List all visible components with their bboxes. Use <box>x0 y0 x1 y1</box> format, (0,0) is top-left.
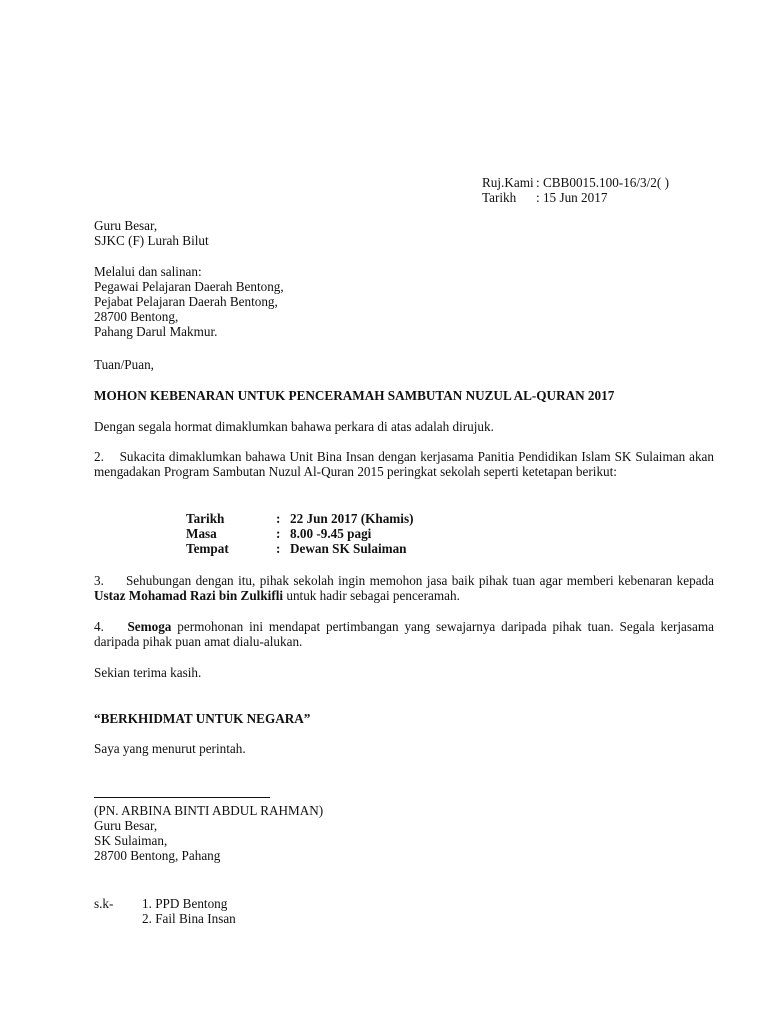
event-time-label: Masa <box>186 526 217 541</box>
separator: : <box>276 526 281 541</box>
closing-line: Sekian terima kasih. <box>94 665 202 680</box>
cc-prefix: s.k- <box>94 896 114 911</box>
letter-subject: MOHON KEBENARAN UNTUK PENCERAMAH SAMBUTAN NUZUL AL-QURAN 2017 <box>94 388 615 403</box>
separator: : <box>276 511 281 526</box>
signatory-name: (PN. ARBINA BINTI ABDUL RAHMAN) <box>94 803 324 818</box>
event-venue-label: Tempat <box>186 541 229 556</box>
paragraph-4-bold: Semoga <box>127 619 172 634</box>
cc-item: 2. Fail Bina Insan <box>142 911 236 926</box>
event-venue-value: Dewan SK Sulaiman <box>290 541 407 556</box>
motto: “BERKHIDMAT UNTUK NEGARA” <box>94 711 311 726</box>
recipient-address <box>94 218 714 248</box>
recipient-school: SJKC (F) Lurah Bilut <box>94 233 209 248</box>
paragraph-1: Dengan segala hormat dimaklumkan bahawa perkara di atas adalah dirujuk. <box>94 419 494 434</box>
signature-line <box>94 797 270 798</box>
letter-date-value: : 15 Jun 2017 <box>536 190 608 205</box>
separator: : <box>276 541 281 556</box>
via-line: Pahang Darul Makmur. <box>94 324 218 339</box>
paragraph-4-text: permohonan ini mendapat pertimbangan yang sewajarnya daripada pihak tuan. Segala kerjasama daripada pihak puan amat dialu-alukan. <box>94 619 714 649</box>
event-date-label: Tarikh <box>186 511 225 526</box>
via-line: Pejabat Pelajaran Daerah Bentong, <box>94 294 278 309</box>
event-details <box>186 511 413 556</box>
obedient-line: Saya yang menurut perintah. <box>94 741 246 756</box>
ref-number-value: : CBB0015.100-16/3/2( ) <box>536 175 669 190</box>
salutation: Tuan/Puan, <box>94 357 154 372</box>
cc-spacer <box>94 911 142 926</box>
via-line: Pegawai Pelajaran Daerah Bentong, <box>94 279 284 294</box>
cc-list <box>94 896 236 926</box>
event-time-value: 8.00 -9.45 pagi <box>290 526 372 541</box>
via-heading: Melalui dan salinan: <box>94 264 202 279</box>
recipient-title: Guru Besar, <box>94 218 158 233</box>
signatory-school: SK Sulaiman, <box>94 833 168 848</box>
paragraph-3-text: 3. Sehubungan dengan itu, pihak sekolah ingin memohon jasa baik pihak tuan agar memberi kebenaran kepada <box>94 573 714 588</box>
cc-item: 1. PPD Bentong <box>142 896 228 911</box>
paragraph-3-text: untuk hadir sebagai penceramah. <box>283 588 460 603</box>
paragraph-4 <box>94 619 714 649</box>
letter-date-label: Tarikh <box>482 190 517 205</box>
signatory-block <box>94 803 714 863</box>
speaker-name: Ustaz Mohamad Razi bin Zulkifli <box>94 588 284 603</box>
via-address <box>94 264 714 339</box>
paragraph-3 <box>94 573 714 603</box>
ref-number-label: Ruj.Kami <box>482 175 534 190</box>
paragraph-2: 2. Sukacita dimaklumkan bahawa Unit Bina Insan dengan kerjasama Panitia Pendidikan Islam SK Sulaiman akan mengadakan Program Sambutan Nuzul Al-Quran 2015 peringkat sekolah seperti ketetapan berikut: <box>94 449 714 479</box>
paragraph-4-number: 4. <box>94 619 128 634</box>
signatory-title: Guru Besar, <box>94 818 158 833</box>
signatory-address: 28700 Bentong, Pahang <box>94 848 221 863</box>
via-line: 28700 Bentong, <box>94 309 179 324</box>
event-date-value: 22 Jun 2017 (Khamis) <box>290 511 414 526</box>
reference-block <box>482 175 669 205</box>
